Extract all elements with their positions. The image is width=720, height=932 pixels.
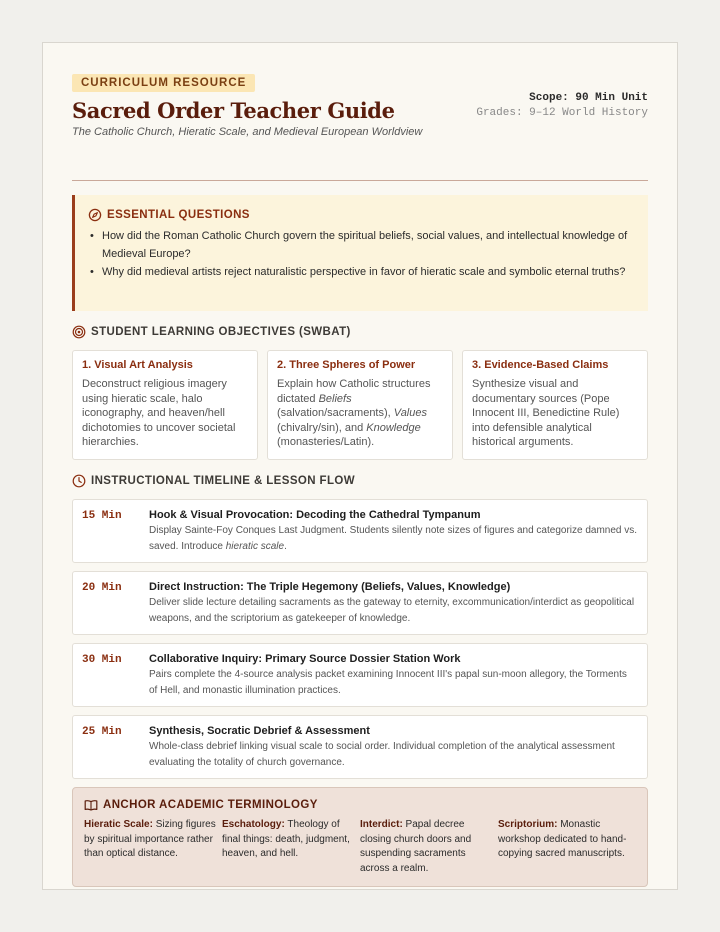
objective-emphasis: Values [393,407,427,419]
step-duration: 15 Min [82,510,122,522]
step-description: Pairs complete the 4-source analysis packet examining Innocent III's papal sun-moon allegory, the Torments of Hell, and monastic illumination practices. [149,669,627,696]
scope-label: Scope: 90 Min Unit [529,92,648,104]
step-title: Hook & Visual Provocation: Decoding the Cathedral Tympanum [149,509,481,521]
objective-body: Deconstruct religious imagery using hieratic scale, halo iconography, and heaven/hell dichotomies to uncover societal hierarchies. [82,378,236,448]
objective-body: Synthesize visual and documentary sources (Pope Innocent III, Benedictine Rule) into defensible analytical historical arguments. [472,378,620,448]
term-item [498,818,636,876]
objective-text: Explain how Catholic structures dictated [277,378,431,405]
step-desc-text: Display Sainte-Foy Conques Last Judgment. Students silently note sizes of figures and categorize damned vs. saved. Introduce [149,525,638,552]
curriculum-badge: CURRICULUM RESOURCE [72,74,255,92]
timeline-step [72,571,648,635]
term-definition: Sizing figures by spiritual importance rather than optical distance. [84,819,216,859]
objective-text: (monasteries/Latin). [277,436,375,448]
step-duration: 25 Min [82,726,122,738]
term-item [360,818,498,876]
step-title: Collaborative Inquiry: Primary Source Dossier Station Work [149,653,461,665]
step-desc-emphasis: hieratic scale [225,540,285,552]
objectives-row [72,350,648,460]
objective-text: (chivalry/sin), and [277,421,367,434]
objective-title: 1. Visual Art Analysis [82,359,193,371]
page-subtitle: The Catholic Church, Hieratic Scale, and Medieval European Worldview [72,126,423,138]
timeline-step [72,715,648,779]
step-content [149,725,638,769]
compass-icon [88,208,102,222]
essential-questions-title: ESSENTIAL QUESTIONS [107,209,250,221]
term-definition: Theology of final things: death, judgment, heaven, and hell. [222,819,350,859]
objective-text: (salvation/sacraments), [277,407,394,419]
term-definition: Monastic workshop dedicated to hand-copying sacred manuscripts. [498,819,627,859]
grades-label: Grades: 9–12 World History [476,107,648,119]
objective-card [72,350,258,460]
essential-question-item: • Why did medieval artists reject naturalistic perspective in favor of hieratic scale and symbolic eternal truths? [88,264,632,282]
term-name: Interdict: [360,819,403,830]
step-duration: 30 Min [82,654,122,666]
page-title: Sacred Order Teacher Guide [72,98,395,123]
objective-title: 2. Three Spheres of Power [277,359,416,371]
step-description: Deliver slide lecture detailing sacraments as the gateway to eternity, excommunication/interdict as geopolitical weapons, and the scriptorium as gatekeeper of knowledge. [149,597,635,624]
objective-card [462,350,648,460]
lesson-timeline [72,499,648,779]
term-name: Scriptorium: [498,819,558,830]
terminology-grid [84,818,636,876]
timeline-step [72,643,648,707]
book-icon [84,798,98,812]
timeline-heading [72,474,648,488]
essential-questions-heading [88,208,632,222]
objective-emphasis: Knowledge [366,421,421,434]
objective-card [267,350,453,460]
step-duration: 20 Min [82,582,122,594]
essential-questions-list [88,228,632,282]
unit-meta [476,91,648,121]
page-header [72,73,648,181]
essential-question-item: • How did the Roman Catholic Church govern the spiritual beliefs, social values, and intellectual knowledge of Medieval Europe? [88,228,632,263]
term-definition: Papal decree closing church doors and suspending sacraments across a realm. [360,819,472,874]
term-item [84,818,222,876]
objectives-title: STUDENT LEARNING OBJECTIVES (SWBAT) [91,326,351,338]
teacher-guide-page [42,42,678,890]
step-content [149,653,638,697]
target-icon [72,325,86,339]
objective-emphasis: Beliefs [318,392,352,405]
objectives-heading [72,325,648,339]
term-name: Eschatology: [222,819,285,830]
step-content [149,509,638,553]
timeline-step [72,499,648,563]
essential-questions-box [72,195,648,311]
term-item [222,818,360,876]
terminology-box [72,787,648,887]
clock-icon [72,474,86,488]
term-name: Hieratic Scale: [84,819,153,830]
step-title: Synthesis, Socratic Debrief & Assessment [149,725,370,737]
terminology-heading [84,798,636,812]
step-title: Direct Instruction: The Triple Hegemony (Beliefs, Values, Knowledge) [149,581,511,593]
step-description [149,523,638,554]
step-description: Whole-class debrief linking visual scale to social order. Individual completion of the analytical assessment evaluating the totality of church governance. [149,741,615,768]
step-desc-end: . [284,540,287,552]
timeline-title: INSTRUCTIONAL TIMELINE & LESSON FLOW [91,475,355,487]
objective-title: 3. Evidence-Based Claims [472,359,609,371]
objective-body [277,377,443,450]
step-content [149,581,638,625]
terminology-title: ANCHOR ACADEMIC TERMINOLOGY [103,799,318,811]
